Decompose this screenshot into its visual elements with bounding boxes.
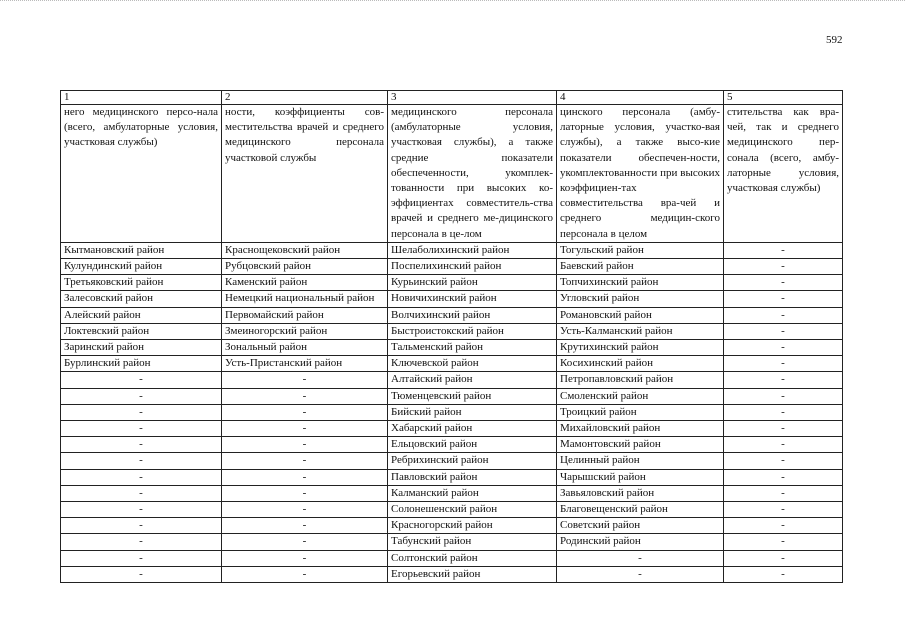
table-cell: Алтайский район <box>388 372 557 388</box>
table-cell: Топчихинский район <box>557 275 724 291</box>
table-cell: Быстроистокский район <box>388 323 557 339</box>
table-cell: Красногорский район <box>388 518 557 534</box>
table-cell: Ребрихинский район <box>388 453 557 469</box>
table-cell: Родинский район <box>557 534 724 550</box>
table-cell: - <box>724 356 843 372</box>
table-row <box>61 372 843 388</box>
table-cell: Третьяковский район <box>61 275 222 291</box>
table-cell: Петропавловский район <box>557 372 724 388</box>
districts-table <box>60 90 843 583</box>
table-cell: Чарышский район <box>557 469 724 485</box>
table-cell: - <box>222 566 388 582</box>
table-cell: - <box>61 566 222 582</box>
table-cell: - <box>222 421 388 437</box>
table-cell: - <box>724 534 843 550</box>
table-cell: - <box>61 388 222 404</box>
table-cell: Калманский район <box>388 485 557 501</box>
table-cell: Крутихинский район <box>557 340 724 356</box>
table-cell: - <box>222 534 388 550</box>
table-row <box>61 291 843 307</box>
table-row <box>61 356 843 372</box>
table-cell: Угловский район <box>557 291 724 307</box>
page-number: 592 <box>826 34 843 46</box>
table-cell: - <box>222 469 388 485</box>
table-cell: Ключевской район <box>388 356 557 372</box>
column-number: 5 <box>724 91 843 105</box>
table-cell: Шелаболихинский район <box>388 242 557 258</box>
table-cell: Поспелихинский район <box>388 259 557 275</box>
table-cell: Новичихинский район <box>388 291 557 307</box>
table-cell: Целинный район <box>557 453 724 469</box>
table-cell: Немецкий национальный район <box>222 291 388 307</box>
table-cell: Усть-Калманский район <box>557 323 724 339</box>
table-cell: - <box>222 485 388 501</box>
table-cell: - <box>724 453 843 469</box>
table-cell: - <box>61 534 222 550</box>
header-cell: ности, коэффициенты сов-местительства врачей и среднего медицинского персонала участковой службы <box>222 105 388 243</box>
table-row <box>61 518 843 534</box>
table-cell: - <box>724 566 843 582</box>
table-cell: Заринский район <box>61 340 222 356</box>
table-cell: Солонешенский район <box>388 502 557 518</box>
table-cell: Троицкий район <box>557 404 724 420</box>
table-cell: - <box>61 469 222 485</box>
table-row <box>61 388 843 404</box>
table-cell: - <box>222 372 388 388</box>
table-cell: Мамонтовский район <box>557 437 724 453</box>
table-cell: Зональный район <box>222 340 388 356</box>
table-cell: Советский район <box>557 518 724 534</box>
table-cell: - <box>557 566 724 582</box>
table-cell: - <box>724 275 843 291</box>
table-row <box>61 437 843 453</box>
table-row <box>61 469 843 485</box>
table-cell: Курьинский район <box>388 275 557 291</box>
table-row <box>61 404 843 420</box>
table-row <box>61 421 843 437</box>
table-row <box>61 453 843 469</box>
table-cell: Краснощековский район <box>222 242 388 258</box>
table-cell: Каменский район <box>222 275 388 291</box>
table-cell: - <box>61 485 222 501</box>
table-cell: - <box>724 372 843 388</box>
table-row <box>61 323 843 339</box>
table-cell: - <box>724 340 843 356</box>
table-cell: Локтевский район <box>61 323 222 339</box>
table-cell: - <box>724 437 843 453</box>
table-cell: - <box>724 404 843 420</box>
table-cell: - <box>724 242 843 258</box>
table-cell: - <box>557 550 724 566</box>
table-cell: - <box>61 518 222 534</box>
table-cell: Волчихинский район <box>388 307 557 323</box>
table-cell: Змеиногорский район <box>222 323 388 339</box>
table-cell: Рубцовский район <box>222 259 388 275</box>
table-row <box>61 259 843 275</box>
table-row <box>61 307 843 323</box>
table-cell: - <box>61 453 222 469</box>
table-cell: Баевский район <box>557 259 724 275</box>
table-cell: Бурлинский район <box>61 356 222 372</box>
header-text-row <box>61 105 843 243</box>
table-row <box>61 485 843 501</box>
table-cell: - <box>724 502 843 518</box>
table-cell: Солтонский район <box>388 550 557 566</box>
header-cell: медицинского персонала (амбулаторные условия, участковая службы), а также средние показатели обеспеченности, укомплек-тованности при высоких ко-эффициентах совместитель-ства врачей и среднего ме-дицинского персонала в це-лом <box>388 105 557 243</box>
table-row <box>61 566 843 582</box>
table-cell: Павловский район <box>388 469 557 485</box>
table-cell: Залесовский район <box>61 291 222 307</box>
table-cell: Романовский район <box>557 307 724 323</box>
table-cell: Завьяловский район <box>557 485 724 501</box>
table-cell: - <box>724 388 843 404</box>
table-cell: Благовещенский район <box>557 502 724 518</box>
table-cell: Кытмановский район <box>61 242 222 258</box>
table-cell: Тюменцевский район <box>388 388 557 404</box>
column-number: 2 <box>222 91 388 105</box>
table-cell: - <box>724 550 843 566</box>
table-cell: Ельцовский район <box>388 437 557 453</box>
table-cell: - <box>724 485 843 501</box>
column-number: 3 <box>388 91 557 105</box>
table-cell: Бийский район <box>388 404 557 420</box>
table-cell: - <box>724 421 843 437</box>
table-row <box>61 242 843 258</box>
table-cell: - <box>724 469 843 485</box>
table-cell: - <box>724 259 843 275</box>
table-cell: Смоленский район <box>557 388 724 404</box>
table-cell: - <box>61 372 222 388</box>
table-cell: Косихинский район <box>557 356 724 372</box>
table-row <box>61 275 843 291</box>
header-cell: него медицинского персо-нала (всего, амбулаторные условия, участковая службы) <box>61 105 222 243</box>
table-cell: Михайловский район <box>557 421 724 437</box>
table-cell: Алейский район <box>61 307 222 323</box>
table-cell: - <box>61 437 222 453</box>
table-cell: - <box>222 453 388 469</box>
table-cell: - <box>61 550 222 566</box>
header-cell: стительства как вра-чей, так и среднего медицинского пер-сонала (всего, амбу-латорные условия, участковая службы) <box>724 105 843 243</box>
table-cell: - <box>724 323 843 339</box>
table-cell: - <box>222 404 388 420</box>
table-cell: - <box>724 307 843 323</box>
table-cell: Егорьевский район <box>388 566 557 582</box>
table-cell: Усть-Пристанский район <box>222 356 388 372</box>
table-cell: - <box>61 421 222 437</box>
table-row <box>61 550 843 566</box>
column-number: 4 <box>557 91 724 105</box>
column-number: 1 <box>61 91 222 105</box>
table-cell: Тальменский район <box>388 340 557 356</box>
column-numbers-row <box>61 91 843 105</box>
table-cell: - <box>61 404 222 420</box>
scan-top-border <box>0 0 905 5</box>
table-cell: Тогульский район <box>557 242 724 258</box>
table-cell: Кулундинский район <box>61 259 222 275</box>
table-cell: Табунский район <box>388 534 557 550</box>
header-cell: цинского персонала (амбу-латорные условия, участко-вая службы), а также высо-кие показатели обеспечен-ности, укомплектованности при высоких коэффициен-тах совместительства вра-чей и среднего медицин-ского персонала в целом <box>557 105 724 243</box>
table-cell: - <box>222 550 388 566</box>
table-cell: Хабарский район <box>388 421 557 437</box>
table-cell: - <box>222 502 388 518</box>
table-cell: - <box>222 388 388 404</box>
table-cell: - <box>222 437 388 453</box>
table-cell: - <box>724 291 843 307</box>
table-row <box>61 340 843 356</box>
table-row <box>61 534 843 550</box>
table-row <box>61 502 843 518</box>
table-cell: Первомайский район <box>222 307 388 323</box>
table-cell: - <box>724 518 843 534</box>
table-cell: - <box>61 502 222 518</box>
table-cell: - <box>222 518 388 534</box>
